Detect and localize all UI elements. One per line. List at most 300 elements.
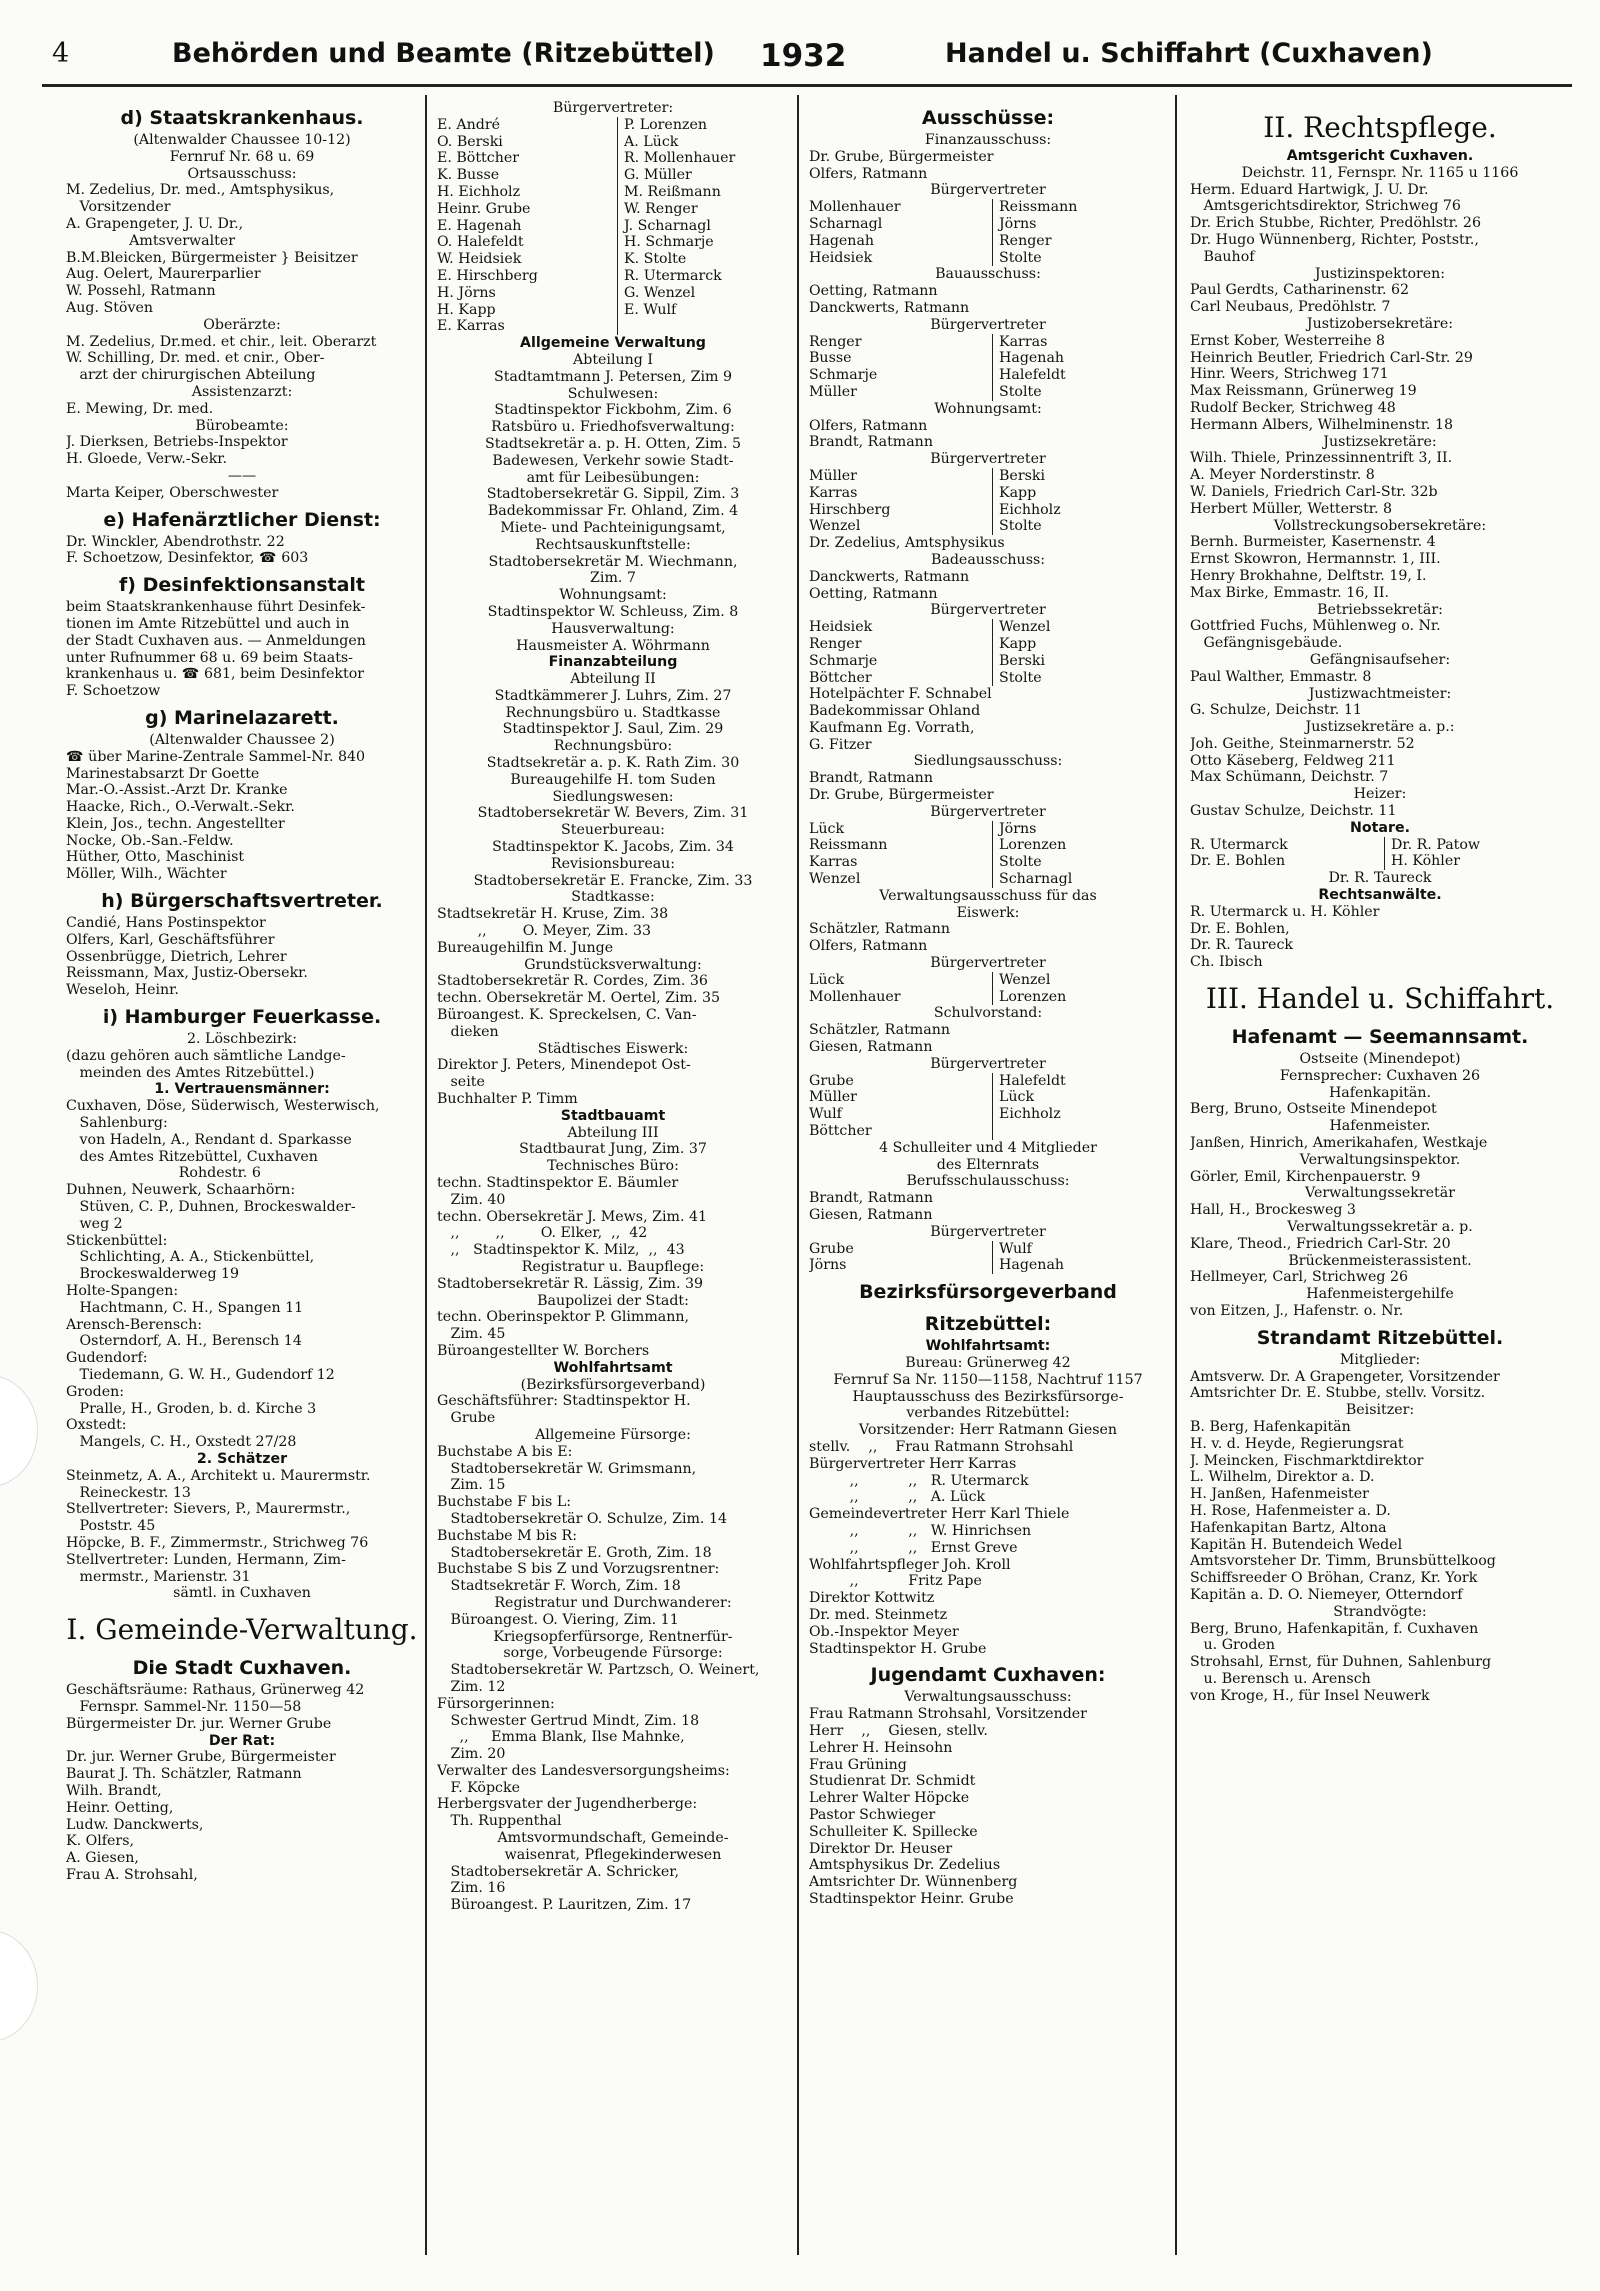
name-cell: Wenzel [992,619,1167,636]
text-line: ,, ,, O. Elker, ,, 42 [437,1225,648,1242]
text-line: Lehrer Walter Höpcke [809,1790,970,1807]
name-cell: H. Kapp [437,301,496,318]
text-line: Heinr. Oetting, [66,1799,174,1816]
name-table [809,199,1167,266]
name-cell: E. Hagenah [437,217,522,234]
name-cell: Reissmann [809,837,888,854]
text-line: Stadtobersekretär W. Grimsmann, [437,1460,697,1477]
text-line: Klare, Theod., Friedrich Carl-Str. 20 [1190,1235,1451,1252]
centered-line: Hausmeister A. Wöhrmann [516,637,710,654]
text-line: Zim. 12 [437,1678,506,1695]
centered-line: Rechnungsbüro u. Stadtkasse [505,704,721,721]
name-cell: Böttcher [809,669,872,686]
text-line: Studienrat Dr. Schmidt [809,1773,976,1790]
text-line: Oetting, Ratmann [809,585,938,602]
centered-line: Finanzausschuss: [924,132,1052,148]
centered-line: Registratur u. Baupflege: [521,1258,705,1275]
centered-line: Bürgervertreter [930,1055,1046,1072]
text-line: Rudolf Becker, Strichweg 48 [1190,399,1396,416]
text-line: Stadtsekretär H. Kruse, Zim. 38 [437,906,669,923]
text-line: ,, Emma Blank, Ilse Mahnke, [437,1729,685,1746]
text-line: Olfers, Karl, Geschäftsführer [66,931,275,948]
header-left-title: Behörden und Beamte (Ritzebüttel) [172,38,715,69]
text-line: Schlichting, A. A., Stickenbüttel, [66,1249,315,1266]
centered-line: sämtl. in Cuxhaven [173,1585,311,1602]
main-heading: I. Gemeinde-Verwaltung. [66,1613,418,1647]
text-line: Badekommissar Ohland [809,703,981,720]
centered-line: Bürgervertreter [930,1223,1046,1240]
section-heading: h) Bürgerschaftsvertreter. [101,890,383,913]
name-cell: Halefeldt [992,367,1167,384]
centered-line: —— [227,467,257,484]
text-line: Zim. 45 [437,1326,506,1343]
text-line: Klein, Jos., techn. Angestellter [66,815,285,832]
centered-line: Fernsprecher: Cuxhaven 26 [1279,1067,1481,1084]
text-line: Stüven, C. P., Duhnen, Brockeswalder- [66,1199,356,1216]
centered-line: Bürgervertreter [930,316,1046,333]
text-line: Poststr. 45 [66,1518,156,1535]
name-table [809,334,1167,401]
section-heading: e) Hafenärztlicher Dienst: [103,508,381,531]
centered-line: Badeausschuss: [930,551,1046,568]
centered-line: Revisionsbureau: [550,855,676,872]
text-line: Marta Keiper, Oberschwester [66,484,279,501]
text-line: Ernst Kober, Westerreihe 8 [1190,332,1386,349]
centered-line: Mitglieder: [1339,1351,1421,1368]
text-line: Hinr. Weers, Strichweg 171 [1190,366,1389,383]
text-line: Olfers, Ratmann [809,165,928,182]
name-cell: Jörns [809,1257,847,1274]
text-line: Olfers, Ratmann [809,417,928,434]
text-line: Giesen, Ratmann [809,1039,933,1056]
text-line: B. Berg, Hafenkapitän [1190,1418,1351,1435]
text-line: Dr. Grube, Bürgermeister [809,787,994,804]
text-line: Stadtobersekretär A. Schricker, [437,1863,679,1880]
centered-line: Stadtinspektor J. Saul, Zim. 29 [502,721,724,738]
centered-line: (Bezirksfürsorgeverband) [520,1376,706,1393]
text-line: Haacke, Rich., O.-Verwalt.-Sekr. [66,799,295,816]
centered-line: Steuerbureau: [561,822,665,839]
text-line: Paul Walther, Emmastr. 8 [1190,668,1372,685]
centered-line: Bürgervertreter [930,955,1046,972]
text-line: Strohsahl, Ernst, für Duhnen, Sahlenburg [1190,1654,1492,1671]
text-line: Max Schümann, Deichstr. 7 [1190,769,1389,786]
text-line: Schwester Gertrud Mindt, Zim. 18 [437,1712,700,1729]
text-line: Giesen, Ratmann [809,1207,933,1223]
text-line: Buchhalter P. Timm [437,1091,578,1108]
name-cell: Busse [809,350,852,367]
text-line: Fürsorgerinnen: [437,1695,555,1712]
name-cell: Renger [809,635,862,652]
text-line: Kapitän a. D. O. Niemeyer, Otterndorf [1190,1586,1463,1603]
centered-line: Amtsvormundschaft, Gemeinde- [497,1830,729,1847]
text-line: Aug. Stöven [66,299,153,316]
section-heading: Hafenamt — Seemannsamt. [1231,1026,1529,1049]
text-line: Höpcke, B. F., Zimmermstr., Strichweg 76 [66,1534,369,1551]
text-line: W. Schilling, Dr. med. et cnir., Ober- [66,350,325,367]
name-cell: Böttcher [809,1123,872,1140]
centered-line: Vollstreckungsobersekretäre: [1273,517,1487,534]
name-table [809,972,1167,1006]
name-cell: Wulf [809,1106,842,1123]
text-line: Brandt, Ratmann [809,1190,933,1207]
name-table [1190,837,1570,871]
text-line: Weseloh, Heinr. [66,982,179,999]
header-rule [42,84,1572,87]
text-line: Büroangest. O. Viering, Zim. 11 [437,1611,679,1628]
centered-line: Hauptausschuss des Bezirksfürsorge- [852,1388,1124,1405]
centered-line: Fernruf Sa Nr. 1150—1158, Nachtruf 1157 [833,1371,1143,1388]
text-line: Dr. med. Steinmetz [809,1606,948,1623]
centered-line: Ratsbüro u. Friedhofsverwaltung: [491,419,735,436]
column-3 [809,100,1167,2260]
text-line: Joh. Geithe, Steinmarnerstr. 52 [1190,735,1415,752]
text-line: seite [437,1074,485,1091]
name-cell: Wenzel [992,972,1167,989]
name-cell: Grube [809,1240,854,1257]
centered-line: Hausverwaltung: [551,620,675,637]
text-line: Ch. Ibisch [1190,954,1263,971]
text-line: W. Daniels, Friedrich Carl-Str. 32b [1190,483,1438,500]
name-cell: Stolte [992,384,1167,401]
name-cell: E. Wulf [617,302,789,319]
text-line: Mangels, C. H., Oxstedt 27/28 [66,1434,297,1451]
name-cell: Renger [992,233,1167,250]
text-line: Hall, H., Brockesweg 3 [1190,1202,1356,1219]
name-cell: Mollenhauer [809,988,901,1005]
centered-line: 2. Löschbezirk: [186,1031,298,1048]
name-cell: Stolte [992,854,1167,871]
text-line: Bürgermeister Dr. jur. Werner Grube [66,1715,332,1732]
text-line: Dr. Erich Stubbe, Richter, Predöhlstr. 26 [1190,215,1481,232]
name-cell: Berski [992,468,1167,485]
text-line: Herr ,, Giesen, stellv. [809,1722,988,1739]
text-line: Brockeswalderweg 19 [66,1266,240,1283]
text-line: Grube [437,1410,496,1427]
name-cell: Hagenah [992,1257,1167,1274]
centered-line: Miete- und Pachteinigungsamt, [500,519,726,536]
text-line: Olfers, Ratmann [809,938,928,955]
text-line: W. Possehl, Ratmann [66,283,216,300]
sub-heading: Rechtsanwälte. [1318,887,1442,904]
section-heading: Jugendamt Cuxhaven: [870,1664,1106,1687]
text-line: Mar.-O.-Assist.-Arzt Dr. Kranke [66,782,288,799]
column-divider-2 [797,95,799,2255]
name-cell: Hagenah [809,232,875,249]
text-line: Candié, Hans Postinspektor [66,915,266,932]
text-line: techn. Stadtinspektor E. Bäumler [437,1175,679,1191]
text-line: Stadtobersekretär E. Groth, Zim. 18 [437,1544,712,1561]
text-line: Amtsvorsteher Dr. Timm, Brunsbüttelkoog [1190,1553,1496,1570]
main-heading: II. Rechtspflege. [1263,111,1497,144]
text-line: Hafenkapitan Bartz, Altona [1190,1519,1387,1536]
name-cell: H. Schmarje [617,234,789,251]
text-line: mermstr., Marienstr. 31 [66,1568,251,1585]
text-line: Dr. E. Bohlen, [1190,920,1290,937]
text-line: Gottfried Fuchs, Mühlenweg o. Nr. [1190,618,1441,635]
text-line: ,, ,, W. Hinrichsen [809,1522,1032,1539]
text-line: Ob.-Inspektor Meyer [809,1623,959,1640]
centered-line: Stadtsekretär a. p. K. Rath Zim. 30 [486,755,740,772]
text-line: unter Rufnummer 68 u. 69 beim Staats- [66,649,353,666]
text-line: Dr. Winckler, Abendrothstr. 22 [66,533,285,550]
text-line: von Eitzen, J., Hafenstr. o. Nr. [1190,1303,1404,1319]
text-line: Otto Käseberg, Feldweg 211 [1190,752,1396,769]
name-cell: Heidsiek [809,619,873,636]
name-table [809,1241,1167,1275]
text-line: Zim. 15 [437,1477,506,1494]
text-line: Görler, Emil, Kirchenpauerstr. 9 [1190,1168,1421,1185]
centered-line: Bauausschuss: [935,266,1041,283]
name-cell: Schmarje [809,652,878,669]
text-line: techn. Oberinspektor P. Glimmann, [437,1309,690,1326]
text-line: Stadtinspektor H. Grube [809,1640,987,1657]
text-line: Gustav Schulze, Deichstr. 11 [1190,803,1397,820]
text-line: Zim. 20 [437,1746,506,1763]
text-line: Kapitän H. Butendeich Wedel [1190,1536,1403,1553]
text-line: Amtsverw. Dr. A Grapengeter, Vorsitzender [1190,1368,1500,1385]
text-line: Herbert Müller, Wetterstr. 8 [1190,500,1393,517]
text-line: Ludw. Danckwerts, [66,1816,204,1833]
text-line: Heinrich Beutler, Friedrich Carl-Str. 29 [1190,349,1473,366]
text-line: Amtsrichter Dr. Wünnenberg [809,1874,1018,1891]
text-line: Vorsitzender [66,199,171,216]
name-cell: K. Stolte [617,251,789,268]
centered-line: Abteilung III [567,1124,659,1141]
name-cell: A. Lück [617,134,789,151]
text-line: Buchstabe F bis L: [437,1494,572,1511]
text-line: M. Zedelius, Dr.med. et chir., leit. Oberarzt [66,333,377,350]
centered-line: Abteilung II [570,671,656,688]
centered-line: Verwaltungsausschuss: [904,1689,1072,1706]
text-line: Dr. jur. Werner Grube, Bürgermeister [66,1749,336,1766]
sub-heading: Wohlfahrtsamt: [925,1338,1051,1355]
centered-line: Zim. 7 [590,570,636,587]
text-line: H. Rose, Hafenmeister a. D. [1190,1502,1391,1519]
centered-line: Deichstr. 11, Fernspr. Nr. 1165 u 1166 [1241,164,1519,181]
name-cell: Karras [809,854,858,871]
text-line: Frau Ratmann Strohsahl, Vorsitzender [809,1706,1087,1723]
name-cell: Mollenhauer [809,199,901,216]
text-line: Herm. Eduard Hartwigk, J. U. Dr. [1190,181,1429,198]
name-cell: Scharnagl [809,215,883,232]
name-cell: Dr. E. Bohlen [1190,853,1286,870]
text-line: R. Utermarck u. H. Köhler [1190,903,1380,920]
centered-line: Bürgervertreter [930,602,1046,619]
text-line: Kaufmann Eg. Vorrath, [809,719,975,736]
text-line: Geschäftsführer: Stadtinspektor H. [437,1393,691,1410]
text-line: weg 2 [66,1215,123,1232]
text-line: Hellmeyer, Carl, Strichweg 26 [1190,1269,1409,1286]
text-line: krankenhaus u. ☎ 681, beim Desinfektor [66,666,365,683]
name-cell: Jörns [992,821,1167,838]
text-line: Rohdestr. 6 [66,1165,261,1182]
name-cell: Heinr. Grube [437,200,531,217]
name-cell: K. Busse [437,167,500,184]
text-line: Reineckestr. 13 [66,1484,191,1501]
centered-line: Strandvögte: [1333,1603,1427,1620]
centered-line: Bürgervertreter [930,182,1046,199]
name-cell: O. Berski [437,133,503,150]
name-cell: Stolte [992,670,1167,687]
centered-line: des Elternrats [936,1156,1040,1173]
text-line: Möller, Wilh., Wächter [66,866,227,883]
text-line: Max Birke, Emmastr. 16, II. [1190,584,1389,601]
text-line: Tiedemann, G. W. H., Gudendorf 12 [66,1367,335,1383]
centered-line: Stadtinspektor Fickbohm, Zim. 6 [494,402,732,419]
name-cell: Wulf [992,1241,1167,1258]
name-cell: Stolte [992,250,1167,267]
name-cell: Hirschberg [809,501,891,518]
text-line: Frau A. Strohsahl, [66,1866,198,1883]
centered-line: Bürobeamte: [195,417,289,434]
header-year: 1932 [760,38,847,74]
text-line: Sahlenburg: [66,1115,168,1132]
centered-line: Justizsekretäre a. p.: [1305,719,1455,736]
name-cell: H. Köhler [1384,853,1570,870]
text-line: Direktor Dr. Heuser [809,1840,953,1857]
column-1 [66,100,418,2260]
text-line: Paul Gerdts, Catharinenstr. 62 [1190,282,1410,299]
centered-line: Wohnungsamt: [559,587,667,604]
centered-line: Fernruf Nr. 68 u. 69 [169,148,315,165]
centered-line: Dr. R. Taureck [1328,870,1432,887]
centered-line: Justizobersekretäre: [1306,315,1454,332]
text-line: Th. Ruppenthal [437,1813,562,1830]
centered-line: Rechnungsbüro: [553,738,673,755]
text-line: Oetting, Ratmann [809,283,938,300]
text-line: Hermann Albers, Wilhelminenstr. 18 [1190,416,1454,433]
text-line: Amtsverwalter [66,232,236,249]
sub-heading: 1. Vertrauensmänner: [154,1081,330,1098]
name-cell: Halefeldt [992,1073,1167,1090]
name-cell: Grube [809,1072,854,1089]
text-line: Geschäftsräume: Rathaus, Grünerweg 42 [66,1682,365,1699]
centered-line: Verwaltungsinspektor. [1299,1151,1461,1168]
centered-line: Stadtinspektor W. Schleuss, Zim. 8 [487,603,739,620]
centered-line: Badekommissar Fr. Ohland, Zim. 4 [487,503,739,520]
centered-line: Bureau: Grünerweg 42 [905,1354,1071,1371]
text-line: Stadtobersekretär R. Cordes, Zim. 36 [437,973,708,990]
centered-line: Stadtinspektor K. Jacobs, Zim. 34 [492,839,734,856]
text-line: H. Janßen, Hafenmeister [1190,1486,1369,1503]
text-line: Danckwerts, Ratmann [809,568,970,585]
text-line: Gemeindevertreter Herr Karl Thiele [809,1506,1070,1523]
text-line: H. Gloede, Verw.-Sekr. [66,451,228,468]
centered-line: Stadtobersekretär E. Francke, Zim. 33 [473,872,753,889]
name-cell: Wenzel [809,518,861,535]
name-cell: Lück [809,971,845,988]
name-cell: E. André [437,116,501,133]
text-line: Verwalter des Landesversorgungsheims: [437,1762,730,1779]
text-line: Max Reissmann, Grünerweg 19 [1190,383,1417,400]
text-line: Bauhof [1190,248,1255,265]
text-line: Baurat J. Th. Schätzler, Ratmann [66,1766,302,1783]
centered-line: Heizer: [1353,786,1407,803]
text-line: Stellvertreter: Sievers, P., Maurermstr., [66,1501,351,1518]
centered-line: Rechtsauskunftstelle: [535,536,691,553]
text-line: K. Olfers, [66,1833,135,1850]
text-line: Nocke, Ob.-San.-Feldw. [66,832,234,849]
text-line: Lehrer H. Heinsohn [809,1739,953,1756]
centered-line: Bureaugehilfe H. tom Suden [510,771,716,788]
text-line: arzt der chirurgischen Abteilung [66,367,316,384]
text-line: Oxstedt: [66,1417,127,1434]
name-cell: Jörns [992,216,1167,233]
text-line: Groden: [66,1383,125,1400]
text-line: Berg, Bruno, Hafenkapitän, f. Cuxhaven [1190,1620,1479,1637]
name-cell: R. Utermarck [617,268,789,285]
name-cell: Karras [992,334,1167,351]
name-cell: Stolte [992,518,1167,535]
section-heading: d) Staatskrankenhaus. [120,107,364,129]
text-line: F. Schoetzow [66,683,161,700]
centered-line: Stadtkasse: [571,889,655,906]
section-heading: f) Desinfektionsanstalt [119,574,365,597]
text-line: Aug. Oelert, Maurerparlier [66,266,261,283]
text-line: E. Mewing, Dr. med. [66,400,214,417]
centered-line: Schulwesen: [567,385,659,402]
centered-line: Kriegsopferfürsorge, Rentnerfür- [493,1628,733,1645]
name-cell: H. Eichholz [437,183,521,200]
section-heading: g) Marinelazarett. [145,706,339,729]
sub-heading: Stadtbauamt [560,1107,666,1124]
text-line: Büroangest. P. Lauritzen, Zim. 17 [437,1897,692,1914]
sub-heading: Amtsgericht Cuxhaven. [1286,148,1474,164]
text-line: Wilh. Thiele, Prinzessinnentrift 3, II. [1190,450,1453,467]
column-2 [437,100,789,2260]
text-line: Zim. 16 [437,1880,506,1897]
centered-line: Abteilung I [573,351,653,368]
centered-line: Stadtobersekretär W. Bevers, Zim. 31 [477,805,749,822]
centered-line: (Altenwalder Chaussee 2) [149,731,335,748]
text-line: Dr. Zedelius, Amtsphysikus [809,535,1005,552]
name-cell: G. Müller [617,167,789,184]
sub-heading: 2. Schätzer [196,1450,288,1467]
name-cell: Wenzel [809,871,861,888]
text-line: Amtsphysikus Dr. Zedelius [809,1857,1001,1874]
name-cell: Karras [809,484,858,501]
name-cell: Eichholz [992,1106,1167,1123]
text-line: Brandt, Ratmann [809,434,933,451]
text-line: von Hadeln, A., Rendant d. Sparkasse [66,1131,352,1148]
text-line: Arensch-Berensch: [66,1316,203,1333]
text-line: Henry Brokhahne, Delftstr. 19, I. [1190,567,1427,584]
sub-heading: Der Rat: [208,1732,276,1749]
centered-line: Hafenkapitän. [1328,1084,1432,1101]
text-line: Cuxhaven, Döse, Süderwisch, Westerwisch, [66,1098,380,1115]
name-cell: Berski [992,653,1167,670]
name-cell: Reissmann [992,199,1167,216]
text-line: Osterndorf, A. H., Berensch 14 [66,1333,302,1350]
name-cell: E. Hirschberg [437,267,538,284]
text-line: Buchstabe A bis E: [437,1443,573,1460]
text-line: F. Schoetzow, Desinfektor, ☎ 603 [66,550,309,567]
text-line: Dr. Hugo Wünnenberg, Richter, Poststr., [1190,231,1479,248]
section-heading: Ausschüsse: [921,107,1055,129]
name-cell: Hagenah [992,350,1167,367]
text-line: u. Berensch u. Arensch [1190,1670,1371,1687]
name-cell: M. Reißmann [617,184,789,201]
text-line: Zim. 40 [437,1191,506,1208]
column-4 [1190,100,1570,2260]
name-cell: Müller [809,467,857,484]
text-line: Stadtsekretär F. Worch, Zim. 18 [437,1578,681,1595]
centered-line: Stadtobersekretär G. Sippil, Zim. 3 [486,486,740,503]
text-line: Reissmann, Max, Justiz-Obersekr. [66,965,308,982]
name-table [809,821,1167,888]
text-line: Danckwerts, Ratmann [809,299,970,316]
